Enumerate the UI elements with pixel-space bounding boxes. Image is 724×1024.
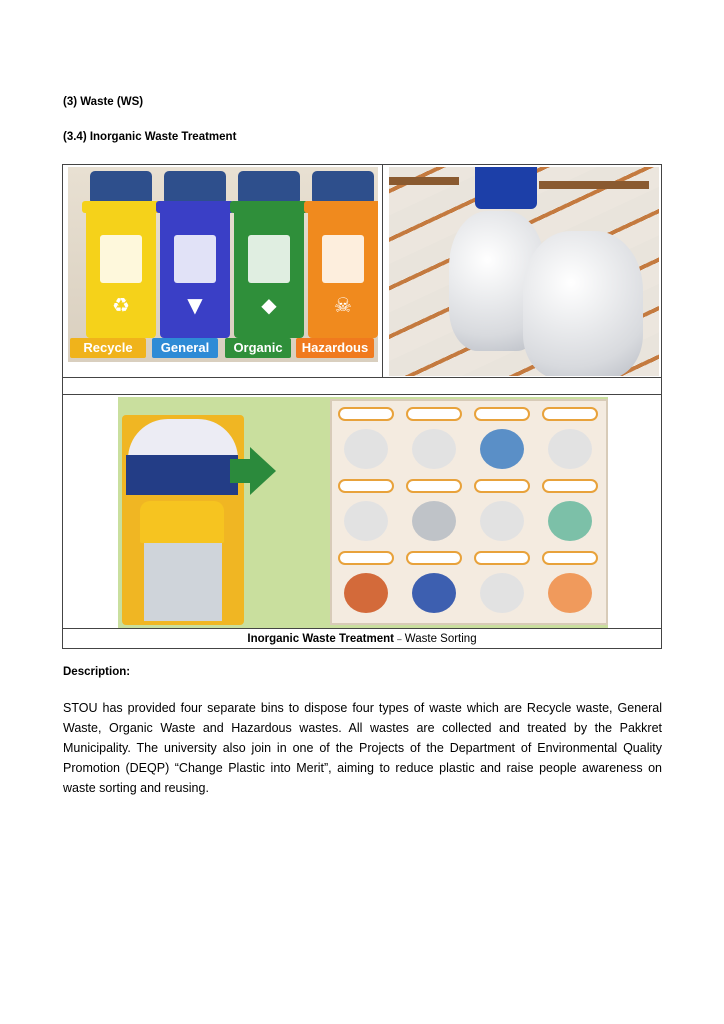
bin-lid [82,201,160,213]
bin-label-organic: Organic [225,338,291,358]
plastic-type-item [404,477,464,549]
arrow-stem [230,459,252,483]
plastic-type-item [540,549,600,621]
plastic-type-item [336,405,396,477]
description-title: Description: [63,666,131,678]
bin-top-organic [238,171,300,205]
bin-top-hazardous [312,171,374,205]
plastic-bag [523,231,643,376]
collected-waste-bags-photo [389,167,659,376]
plastic-type-item [336,549,396,621]
recycle-bin [86,205,156,338]
plastic-type-item [472,549,532,621]
plastic-type-item [540,477,600,549]
waste-sorting-photo [118,397,608,628]
fish-bone-icon: ◆ [261,293,277,317]
plastic-type-item [472,405,532,477]
figure-row-photos [63,165,661,378]
bin-sticker [100,235,142,283]
bins-cell [63,165,383,378]
picnic-table [389,177,459,185]
subsection-heading: (3.4) Inorganic Waste Treatment [63,131,237,143]
figure-table [62,164,662,649]
plastic-type-item [404,549,464,621]
plastic-type-item [472,477,532,549]
bin-lid [230,201,308,213]
caption-dash: – [397,635,402,644]
description-body: STOU has provided four separate bins to dispose four types of waste which are Recycle waste, General Waste, Organic Waste and Hazardous wastes. All wastes are collected and treated by the Pakkret Municipality. The university also join in one of the Projects of the Department of Environmental Quality Promotion (DEQP) “Change Plastic into Merit”, aiming to reduce plastic and raise people awareness on waste sorting and reusing. [63,701,662,795]
plastic-type-item [540,405,600,477]
kiosk-info-panel [126,455,238,495]
caption-bold: Inorganic Waste Treatment [247,633,394,645]
bin-lid [304,201,378,213]
person-blue-shirt [475,167,537,209]
arrow-right-icon [250,447,276,495]
skull-icon: ☠ [334,293,352,317]
plastic-type-item [336,477,396,549]
bin-top-recycle [90,171,152,205]
waste-bins-photo [68,167,378,362]
bin-label-recycle: Recycle [70,338,146,358]
sorting-kiosk [122,415,244,625]
bin-sticker [248,235,290,283]
bin-lid [156,201,234,213]
bin-sticker [322,235,364,283]
bin-sticker [174,235,216,283]
picnic-table [539,181,649,189]
trash-icon: ▼ [187,293,203,317]
recycle-icon: ♻ [112,293,130,317]
organic-bin [234,205,304,338]
bin-label-general: General [152,338,218,358]
plastic-types-chart [330,399,608,625]
bin-top-general [164,171,226,205]
general-bin [160,205,230,338]
section-heading: (3) Waste (WS) [63,96,144,108]
plastic-type-item [404,405,464,477]
hazardous-bin [308,205,378,338]
kiosk-lid [140,501,224,543]
caption-text: Waste Sorting [401,633,477,645]
figure-caption [63,630,661,648]
bin-label-hazardous: Hazardous [296,338,374,358]
kiosk-bin-body [144,543,222,621]
figure-row-sorting [63,396,661,629]
figure-spacer-row [63,379,661,395]
